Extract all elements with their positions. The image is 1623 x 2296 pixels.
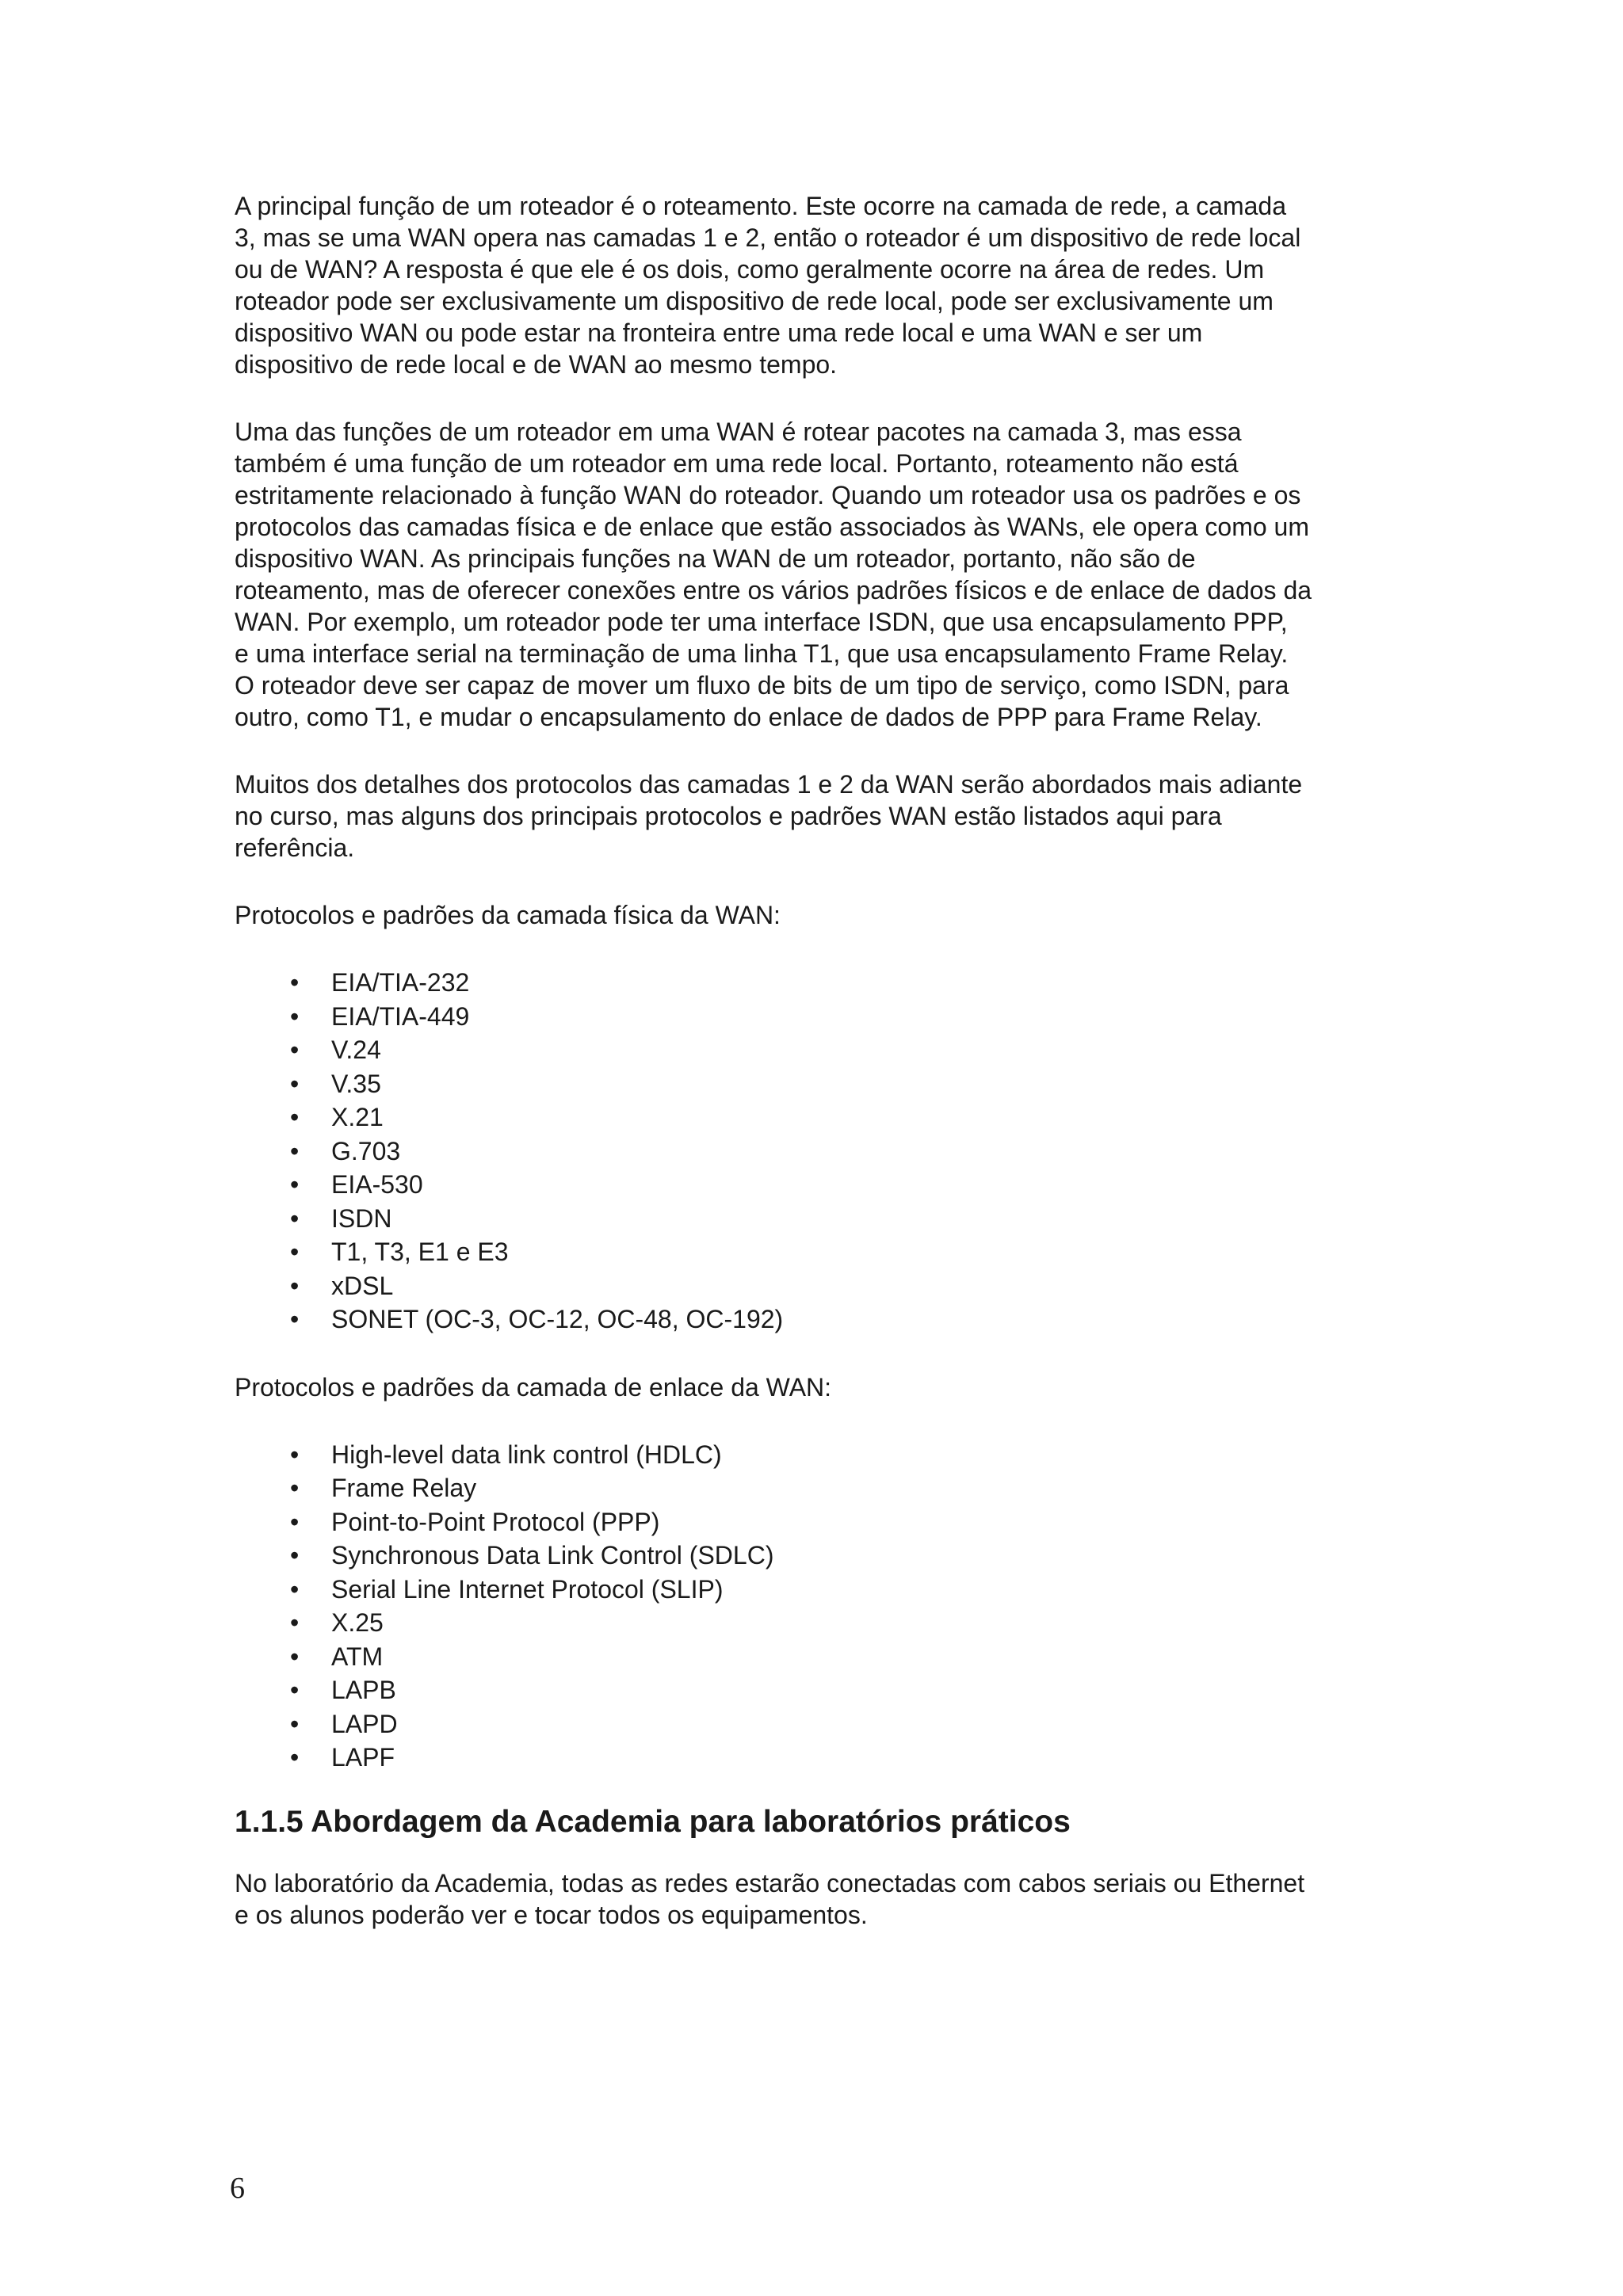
list-item: • X.25 xyxy=(235,1606,1423,1640)
bullet-icon: • xyxy=(290,1507,300,1536)
bullet-icon: • xyxy=(290,1069,300,1098)
list-item: • T1, T3, E1 e E3 xyxy=(235,1235,1423,1269)
physical-layer-heading: Protocolos e padrões da camada física da WAN: xyxy=(235,901,781,929)
datalink-layer-heading: Protocolos e padrões da camada de enlace da WAN: xyxy=(235,1372,832,1402)
physical-layer-list xyxy=(235,966,1423,1337)
bullet-icon: • xyxy=(290,1541,300,1569)
list-item: • X.21 xyxy=(235,1100,1423,1135)
list-item: • LAPF xyxy=(235,1741,1423,1775)
bullet-icon: • xyxy=(290,968,300,997)
bullet-icon: • xyxy=(290,1709,300,1738)
list-item: • V.35 xyxy=(235,1067,1423,1101)
page-content xyxy=(235,190,1423,1931)
bullet-icon: • xyxy=(290,1001,300,1031)
page-number: 6 xyxy=(230,2172,245,2205)
bullet-icon: • xyxy=(290,1305,300,1333)
list-item: • ATM xyxy=(235,1640,1423,1674)
list-item: • V.24 xyxy=(235,1033,1423,1067)
paragraph-router-function: A principal função de um roteador é o roteamento. Este ocorre na camada de rede, a camada 3, mas se uma WAN opera nas camadas 1 e 2, então o roteador é um dispositivo de rede local ou de WAN? A resposta é que ele é os dois, como geralmente ocorre na área de redes. Um roteador pode ser exclusivamente um dispositivo de rede local, pode ser exclusivamente um dispositivo WAN ou pode estar na fronteira entre uma rede local e uma WAN e ser um dispositivo de rede local e de WAN ao mesmo tempo. xyxy=(235,192,1301,379)
list-item: • SONET (OC-3, OC-12, OC-48, OC-192) xyxy=(235,1302,1423,1337)
bullet-icon: • xyxy=(290,1574,300,1604)
bullet-icon: • xyxy=(290,1474,300,1502)
list-item: • EIA/TIA-232 xyxy=(235,966,1423,1000)
bullet-icon: • xyxy=(290,1203,300,1233)
list-item: • xDSL xyxy=(235,1269,1423,1303)
bullet-icon: • xyxy=(290,1676,300,1704)
bullet-icon: • xyxy=(290,1642,300,1671)
list-item: • Serial Line Internet Protocol (SLIP) xyxy=(235,1573,1423,1607)
bullet-icon: • xyxy=(290,1238,300,1266)
bullet-icon: • xyxy=(290,1136,300,1165)
paragraph-wan-functions: Uma das funções de um roteador em uma WAN é rotear pacotes na camada 3, mas essa também é uma função de um roteador em uma rede local. Portanto, roteamento não está estritamente relacionado à função WAN do roteador. Quando um roteador usa os padrões e os protocolos das camadas física e de enlace que estão associados às WANs, ele opera como um dispositivo WAN. As principais funções na WAN de um roteador, portanto, não são de roteamento, mas de oferecer conexões entre os vários padrões físicos e de enlace de dados da WAN. Por exemplo, um roteador pode ter uma interface ISDN, que usa encapsulamento PPP, e uma interface serial na terminação de uma linha T1, que usa encapsulamento Frame Relay. O roteador deve ser capaz de mover um fluxo de bits de um tipo de serviço, como ISDN, para outro, como T1, e mudar o encapsulamento do enlace de dados de PPP para Frame Relay. xyxy=(235,418,1312,731)
list-item: • G.703 xyxy=(235,1135,1423,1169)
list-item: • ISDN xyxy=(235,1202,1423,1236)
paragraph-protocol-details: Muitos dos detalhes dos protocolos das camadas 1 e 2 da WAN serão abordados mais adiante no curso, mas alguns dos principais protocolos e padrões WAN estão listados aqui para referência. xyxy=(235,770,1303,862)
list-item: • Synchronous Data Link Control (SDLC) xyxy=(235,1539,1423,1573)
bullet-icon: • xyxy=(290,1103,300,1131)
list-item: • High-level data link control (HDLC) xyxy=(235,1438,1423,1472)
bullet-icon: • xyxy=(290,1608,300,1637)
list-item: • EIA/TIA-449 xyxy=(235,1000,1423,1034)
list-item: • LAPB xyxy=(235,1673,1423,1707)
list-item: • LAPD xyxy=(235,1707,1423,1741)
list-item: • Point-to-Point Protocol (PPP) xyxy=(235,1505,1423,1539)
section-heading: 1.1.5 Abordagem da Academia para laboratórios práticos xyxy=(235,1804,1071,1839)
list-item: • Frame Relay xyxy=(235,1471,1423,1505)
bullet-icon: • xyxy=(290,1170,300,1199)
list-item: • EIA-530 xyxy=(235,1168,1423,1202)
bullet-icon: • xyxy=(290,1743,300,1772)
paragraph-academy-lab: No laboratório da Academia, todas as redes estarão conectadas com cabos seriais ou Ethernet e os alunos poderão ver e tocar todos os equipamentos. xyxy=(235,1868,1305,1929)
bullet-icon: • xyxy=(290,1035,300,1064)
bullet-icon: • xyxy=(290,1440,300,1469)
bullet-icon: • xyxy=(290,1271,300,1300)
datalink-layer-list xyxy=(235,1438,1423,1775)
